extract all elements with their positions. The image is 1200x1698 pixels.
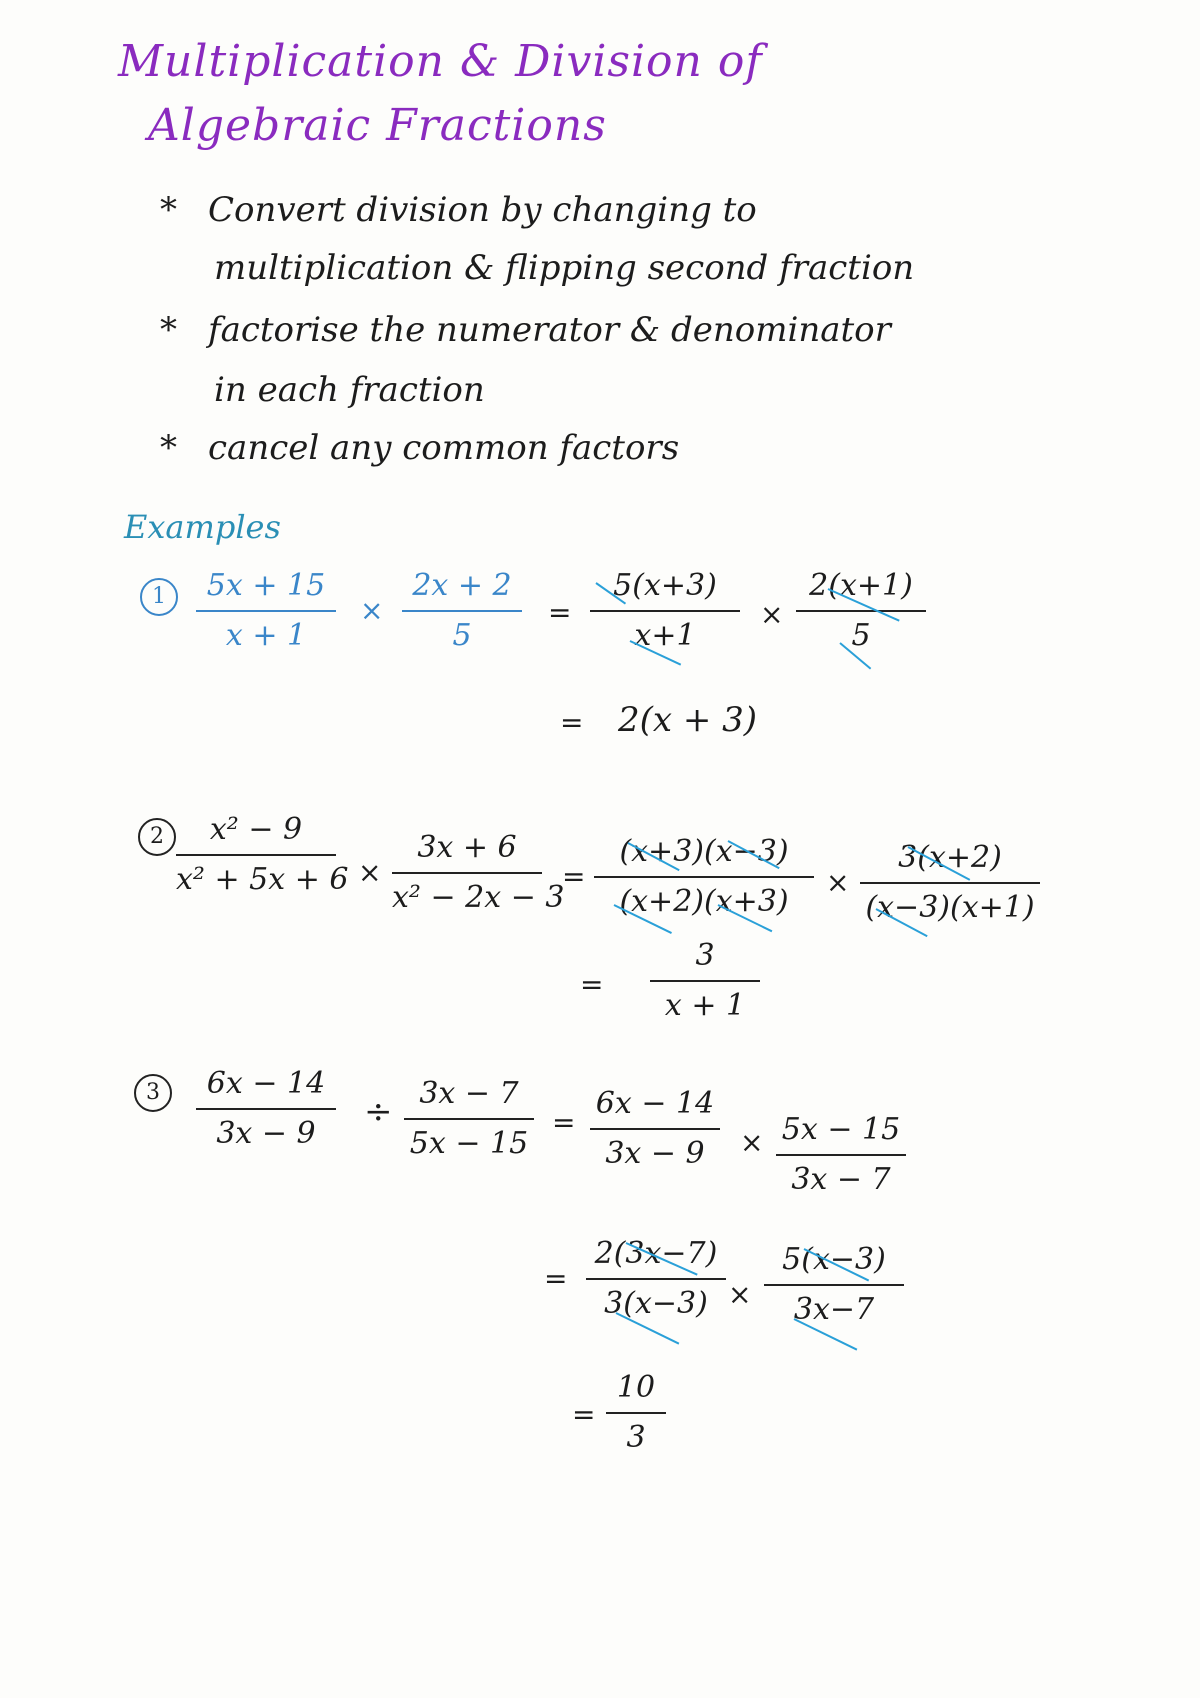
ex3-fraction-1 <box>196 1064 336 1154</box>
ex3-result-fraction <box>606 1368 666 1458</box>
example-1-number: 1 <box>140 578 178 616</box>
ex2-multiply-sign: × <box>358 856 382 889</box>
rule-3 <box>160 428 679 468</box>
ex3-f2-numerator: 3x − 7 <box>419 1076 519 1111</box>
example-3-number: 3 <box>134 1074 172 1112</box>
ex3-result-denominator: 3 <box>626 1420 646 1455</box>
ex3-m1-denominator: 3x − 9 <box>605 1136 705 1171</box>
ex3-multiply-sign-2: × <box>728 1278 752 1311</box>
ex1-equals-2: = <box>560 706 584 739</box>
bullet-star-icon: * <box>160 190 177 230</box>
ex1-multiply-sign: × <box>360 594 384 627</box>
ex1-f1-denominator: x + 1 <box>225 618 307 653</box>
examples-heading: Examples <box>124 508 281 546</box>
fraction-bar <box>176 854 336 856</box>
ex2-equals-2: = <box>580 968 604 1001</box>
rule-1 <box>160 190 757 230</box>
ex3-step-fraction-1 <box>586 1234 726 1324</box>
bullet-star-icon: * <box>160 428 177 468</box>
ex2-result-denominator: x + 1 <box>664 988 746 1023</box>
fraction-bar <box>776 1154 906 1156</box>
ex3-multiply-sign: × <box>740 1126 764 1159</box>
ex2-s2-denominator: (x−3)(x+1) <box>865 890 1035 925</box>
title-line-1: Multiplication & Division of <box>118 36 763 87</box>
fraction-bar <box>586 1278 726 1280</box>
ex3-m2-numerator: 5x − 15 <box>781 1112 901 1147</box>
ex1-equals: = <box>548 596 572 629</box>
rule-1-line-1: Convert division by changing to <box>208 190 757 230</box>
ex1-s1-denominator: x+1 <box>634 618 696 653</box>
ex3-s1-denominator: 3(x−3) <box>604 1286 708 1321</box>
ex1-fraction-1 <box>196 566 336 656</box>
ex1-result: 2(x + 3) <box>618 700 758 740</box>
ex3-f1-numerator: 6x − 14 <box>206 1066 326 1101</box>
ex2-s1-denominator: (x+2)(x+3) <box>619 884 789 919</box>
fraction-bar <box>606 1412 666 1414</box>
ex1-fraction-2 <box>402 566 522 656</box>
fraction-bar <box>392 872 542 874</box>
ex2-f1-denominator: x² + 5x + 6 <box>176 862 349 897</box>
ex1-s2-numerator: 2(x+1) <box>809 568 913 603</box>
fraction-bar <box>402 610 522 612</box>
ex2-s1-numerator: (x+3)(x−3) <box>619 834 789 869</box>
ex2-multiply-sign-2: × <box>826 866 850 899</box>
fraction-bar <box>590 610 740 612</box>
ex2-result-numerator: 3 <box>695 938 715 973</box>
ex3-f1-denominator: 3x − 9 <box>216 1116 316 1151</box>
ex3-s2-numerator: 5(x−3) <box>782 1242 886 1277</box>
rule-1-line-2: multiplication & flipping second fraction <box>214 248 915 288</box>
ex2-f2-denominator: x² − 2x − 3 <box>392 880 565 915</box>
fraction-bar <box>404 1118 534 1120</box>
rule-2-line-1: factorise the numerator & denominator <box>208 310 891 350</box>
ex2-f1-numerator: x² − 9 <box>209 812 303 847</box>
ex3-multiply-fraction-1 <box>590 1084 720 1174</box>
ex2-step-fraction-1 <box>594 832 814 922</box>
ex3-divide-sign: ÷ <box>364 1092 393 1132</box>
ex2-f2-numerator: 3x + 6 <box>417 830 517 865</box>
ex3-fraction-2 <box>404 1074 534 1164</box>
fraction-bar <box>860 882 1040 884</box>
example-2-number: 2 <box>138 818 176 856</box>
fraction-bar <box>796 610 926 612</box>
ex3-equals-2: = <box>544 1262 568 1295</box>
rule-2-line-2: in each fraction <box>214 370 485 410</box>
ex2-fraction-2 <box>392 828 565 918</box>
ex3-s2-denominator: 3x−7 <box>793 1292 875 1327</box>
ex3-equals-3: = <box>572 1398 596 1431</box>
ex3-equals: = <box>552 1106 576 1139</box>
bullet-star-icon: * <box>160 310 177 350</box>
ex2-s2-numerator: 3(x+2) <box>898 840 1002 875</box>
ex3-s1-numerator: 2(3x−7) <box>594 1236 718 1271</box>
ex1-f2-denominator: 5 <box>452 618 472 653</box>
fraction-bar <box>650 980 760 982</box>
ex1-s1-numerator: 5(x+3) <box>613 568 717 603</box>
ex3-m2-denominator: 3x − 7 <box>791 1162 891 1197</box>
title-line-2: Algebraic Fractions <box>148 100 607 151</box>
ex3-multiply-fraction-2 <box>776 1110 906 1200</box>
ex2-fraction-1 <box>176 810 349 900</box>
ex1-step-fraction-1 <box>590 566 740 656</box>
fraction-bar <box>196 610 336 612</box>
ex3-step-fraction-2 <box>764 1240 904 1330</box>
ex1-step-fraction-2 <box>796 566 926 656</box>
ex3-result-numerator: 10 <box>616 1370 656 1405</box>
rule-3-line-1: cancel any common factors <box>208 428 680 468</box>
ex2-result-fraction <box>650 936 760 1026</box>
ex1-f1-numerator: 5x + 15 <box>206 568 326 603</box>
rule-2 <box>160 310 891 350</box>
ex1-f2-numerator: 2x + 2 <box>412 568 512 603</box>
fraction-bar <box>196 1108 336 1110</box>
ex3-f2-denominator: 5x − 15 <box>409 1126 529 1161</box>
fraction-bar <box>594 876 814 878</box>
fraction-bar <box>590 1128 720 1130</box>
ex1-multiply-sign-2: × <box>760 598 784 631</box>
ex2-equals: = <box>562 860 586 893</box>
ex3-m1-numerator: 6x − 14 <box>595 1086 715 1121</box>
fraction-bar <box>764 1284 904 1286</box>
ex1-s2-denominator: 5 <box>851 618 871 653</box>
